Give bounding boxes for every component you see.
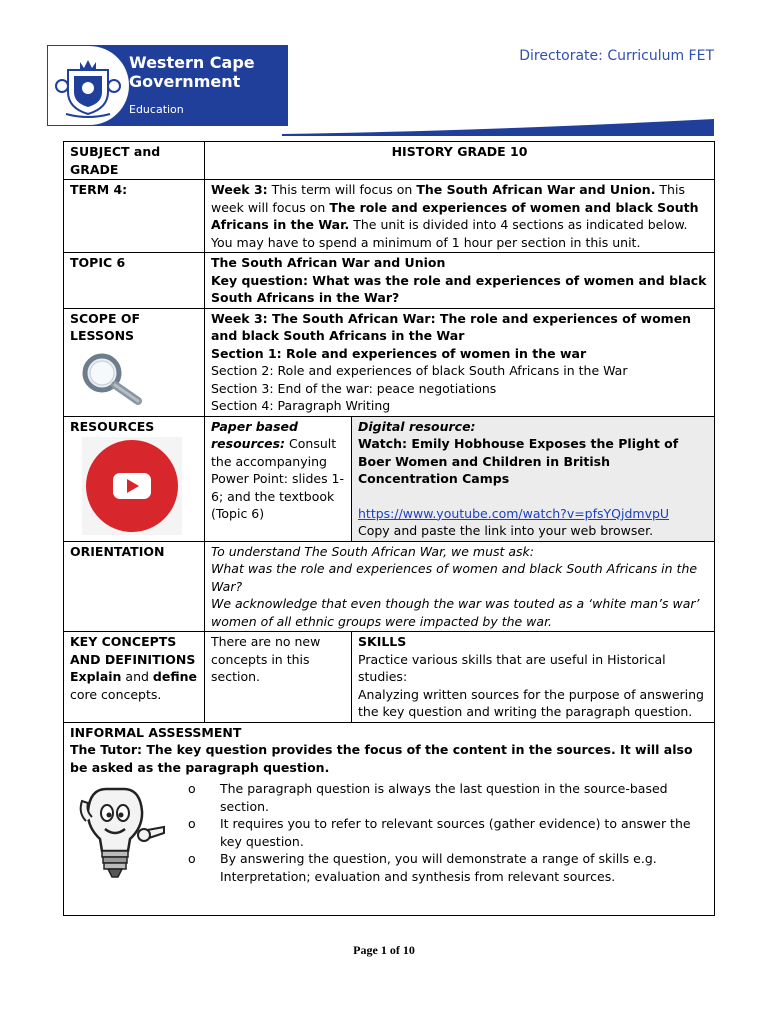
bullet-marker: o — [188, 851, 196, 866]
term-week: Week 3: — [211, 182, 268, 197]
row-key-concepts — [64, 632, 715, 723]
paper-heading: Paper based resources: — [211, 418, 298, 451]
subject-label: SUBJECT and GRADE — [64, 142, 205, 180]
skills-text-2: Analyzing written sources for the purpose of answering the key question and writing the paragraph question. — [358, 686, 704, 719]
ia-bullet — [70, 780, 708, 815]
ia-bullet-text: By answering the question, you will demonstrate a range of skills e.g. Interpretation; evaluation and synthesis from relevant sources. — [220, 851, 657, 884]
informal-assessment-cell — [64, 722, 715, 915]
orientation-line-2: What was the role and experiences of women and black South Africans in the War? — [211, 561, 698, 594]
resources-subtable — [205, 417, 714, 541]
paper-resources — [205, 417, 352, 541]
directorate-label: Directorate: Curriculum FET — [519, 48, 714, 64]
scope-section-4: Section 4: Paragraph Writing — [211, 398, 391, 413]
lesson-table — [63, 141, 715, 916]
key-concepts-label: KEY CONCEPTS AND DEFINITIONS — [70, 634, 196, 667]
row-scope — [64, 308, 715, 416]
term-bold-2: The role and experiences of women and black South Africans in the War. — [211, 199, 699, 232]
ia-bullet-list — [70, 780, 708, 885]
key-concepts-instruction — [70, 668, 198, 703]
kc-core: core concepts. — [70, 686, 162, 702]
term-label: TERM 4: — [64, 180, 205, 253]
scope-cell — [64, 308, 205, 416]
key-concepts-cell — [64, 632, 205, 723]
key-concepts-content — [205, 632, 715, 723]
scope-content — [205, 308, 715, 416]
row-resources — [64, 416, 715, 541]
key-concepts-subtable — [205, 632, 714, 722]
orientation-label: ORIENTATION — [64, 541, 205, 632]
header-band — [282, 119, 714, 136]
row-topic — [64, 253, 715, 309]
topic-question: Key question: What was the role and experiences of women and black South Africans in the War? — [211, 272, 707, 305]
digital-resources — [352, 417, 715, 541]
subject-value: HISTORY GRADE 10 — [205, 142, 715, 180]
bullet-marker: o — [188, 816, 196, 831]
resources-label: RESOURCES — [70, 418, 155, 434]
orientation-content — [205, 541, 715, 632]
scope-label: SCOPE OF LESSONS — [70, 310, 141, 343]
orientation-line-1: To understand The South African War, we must ask: — [211, 543, 535, 559]
ia-bullet-text: It requires you to refer to relevant sources (gather evidence) to answer the key question. — [220, 816, 691, 849]
scope-heading: Week 3: The South African War: The role and experiences of women and black South Africans in the War — [211, 310, 692, 343]
skills-text-1: Practice various skills that are useful in Historical studies: — [358, 651, 666, 684]
term-text-3: The unit is divided into 4 sections as indicated below. You may have to spend a minimum of 1 hour per section in this unit. — [211, 217, 688, 250]
term-description — [205, 180, 715, 253]
logo-line-2: Government — [129, 72, 241, 91]
skills-heading: SKILLS — [358, 634, 407, 649]
no-new-concepts: There are no new concepts in this section. — [205, 632, 352, 722]
magnifier-icon — [76, 349, 156, 407]
kc-explain: Explain — [70, 669, 122, 684]
term-text-2: This week will focus on — [211, 182, 685, 215]
logo-line-3: Education — [129, 103, 184, 116]
row-informal-assessment — [64, 722, 715, 915]
logo-line-1: Western Cape — [129, 53, 255, 72]
paper-text: Consult the accompanying Power Point: slides 1-6; and the textbook (Topic 6) — [211, 436, 345, 521]
ia-bullet — [70, 850, 708, 885]
row-term — [64, 180, 715, 253]
term-bold-1: The South African War and Union. — [416, 182, 656, 197]
coat-of-arms-icon — [54, 52, 122, 120]
kc-and: and — [121, 669, 153, 684]
topic-label: TOPIC 6 — [64, 253, 205, 309]
page-number — [0, 943, 768, 958]
ia-heading: INFORMAL ASSESSMENT — [70, 724, 242, 740]
orientation-line-3: We acknowledge that even though the war was touted as a ‘white man’s war’ women of all ethnic groups were impacted by the war. — [211, 596, 700, 629]
youtube-link[interactable]: https://www.youtube.com/watch?v=pfsYQjdmvpU — [358, 505, 670, 521]
crest-background — [48, 46, 129, 125]
row-orientation — [64, 541, 715, 632]
skills-cell — [352, 632, 715, 722]
term-text-1: This term will focus on — [267, 182, 417, 197]
scope-section-3: Section 3: End of the war: peace negotiations — [211, 380, 497, 396]
row-subject — [64, 142, 715, 180]
kc-define: define — [152, 669, 197, 684]
youtube-icon — [82, 437, 182, 535]
scope-section-1: Section 1: Role and experiences of women in the war — [211, 345, 587, 361]
digital-copy: Copy and paste the link into your web browser. — [358, 523, 654, 538]
page-number-text: Page 1 of 10 — [353, 943, 415, 957]
resources-content — [205, 416, 715, 541]
topic-title: The South African War and Union — [211, 255, 446, 270]
bullet-marker: o — [188, 781, 196, 796]
scope-section-2: Section 2: Role and experiences of black South Africans in the War — [211, 363, 628, 378]
resources-cell — [64, 416, 205, 541]
ia-tutor: The Tutor: The key question provides the focus of the content in the sources. It will also be asked as the paragraph question. — [70, 742, 693, 775]
ia-bullet-text: The paragraph question is always the last question in the source-based section. — [220, 781, 668, 814]
wcg-logo — [47, 45, 288, 126]
ia-bullet — [70, 815, 708, 850]
digital-watch: Watch: Emily Hobhouse Exposes the Plight of Boer Women and Children in British Concentration Camps — [358, 436, 679, 486]
topic-cell — [205, 253, 715, 309]
digital-heading: Digital resource: — [358, 418, 476, 434]
